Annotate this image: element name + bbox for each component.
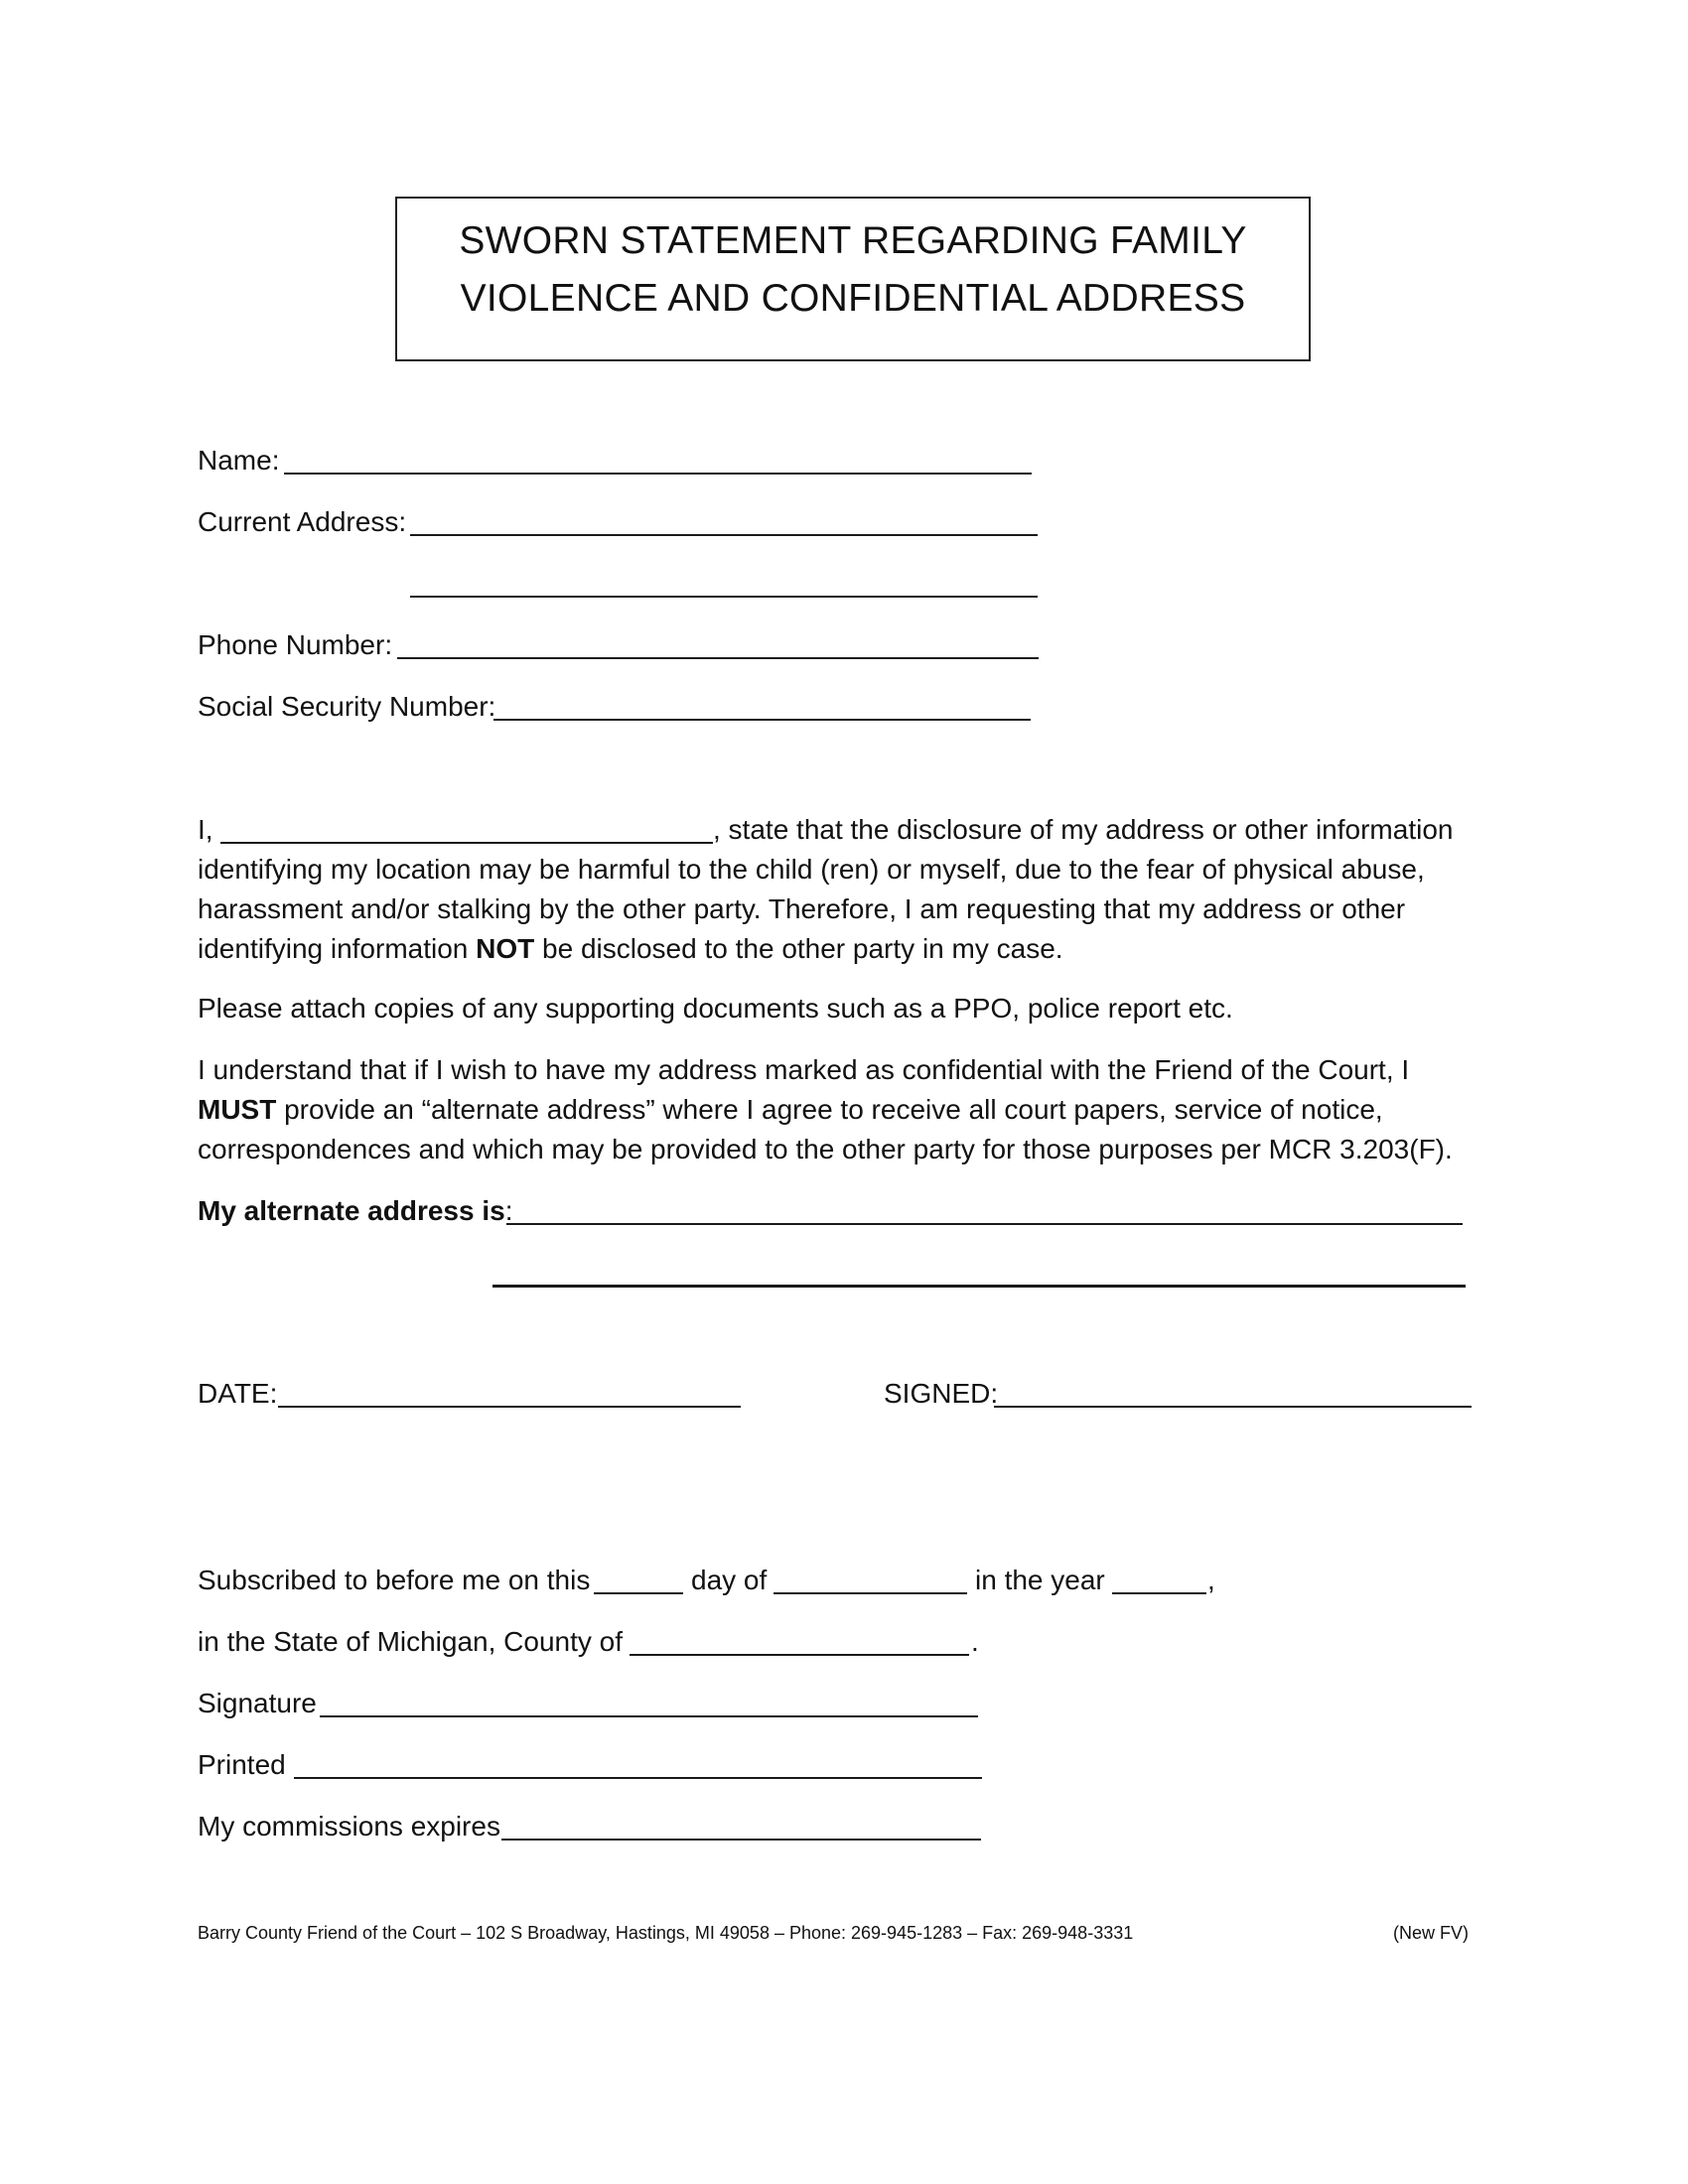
- ssn-field[interactable]: [493, 719, 1031, 721]
- notary-commission-label: My commissions expires: [198, 1811, 500, 1842]
- current-address-field-line-1[interactable]: [410, 534, 1038, 536]
- form-title-line-2: VIOLENCE AND CONFIDENTIAL ADDRESS: [460, 277, 1246, 320]
- declarant-name-field[interactable]: [220, 842, 713, 844]
- alternate-address-label-bold: My alternate address is: [198, 1195, 505, 1226]
- form-title-line-1: SWORN STATEMENT REGARDING FAMILY: [459, 219, 1247, 262]
- statement-line-3: harassment and/or stalking by the other party. Therefore, I am requesting that my address or other: [198, 893, 1406, 924]
- notary-county-field[interactable]: [630, 1654, 969, 1656]
- notary-signature-field[interactable]: [320, 1715, 978, 1717]
- signed-label: SIGNED:: [884, 1378, 999, 1409]
- understand-line-1: I understand that if I wish to have my address marked as confidential with the Friend of the Court, I: [198, 1054, 1410, 1085]
- notary-commission-field[interactable]: [501, 1839, 981, 1841]
- notary-comma: ,: [1207, 1565, 1215, 1595]
- understand-line-2: [198, 1090, 1488, 1130]
- current-address-label: Current Address:: [198, 506, 407, 537]
- notary-printed-field[interactable]: [294, 1777, 982, 1779]
- statement-line-2: identifying my location may be harmful to the child (ren) or myself, due to the fear of physical abuse,: [198, 854, 1425, 885]
- phone-number-field[interactable]: [397, 657, 1039, 659]
- notary-period: .: [971, 1626, 979, 1657]
- phone-number-label: Phone Number:: [198, 629, 393, 660]
- notary-month-field[interactable]: [774, 1592, 967, 1594]
- statement-line-4: [198, 929, 1488, 969]
- form-title-box: [395, 197, 1311, 361]
- notary-printed-label: Printed: [198, 1749, 286, 1780]
- name-field[interactable]: [284, 473, 1032, 475]
- statement-paragraph: [198, 850, 1488, 969]
- current-address-field-line-2[interactable]: [410, 596, 1038, 598]
- attach-note: Please attach copies of any supporting documents such as a PPO, police report etc.: [198, 993, 1233, 1024]
- date-label: DATE:: [198, 1378, 278, 1409]
- notary-day-field[interactable]: [594, 1592, 683, 1594]
- statement-line-4-b: be disclosed to the other party in my case.: [534, 933, 1063, 964]
- statement-not-emphasis: NOT: [476, 933, 535, 964]
- name-label: Name:: [198, 445, 280, 476]
- statement-line-1: , state that the disclosure of my address or other information: [713, 814, 1454, 845]
- alternate-address-colon: :: [504, 1195, 513, 1226]
- footer-contact-info: Barry County Friend of the Court – 102 S Broadway, Hastings, MI 49058 – Phone: 269-945-1283 – Fax: 269-948-3331: [198, 1923, 1134, 1943]
- understand-paragraph: [198, 1050, 1488, 1169]
- understand-must-emphasis: MUST: [198, 1094, 277, 1125]
- alternate-address-field-line-1[interactable]: [506, 1223, 1463, 1225]
- alternate-address-field-line-2[interactable]: [492, 1285, 1466, 1288]
- notary-day-of-text: day of: [691, 1565, 768, 1595]
- alternate-address-label: [198, 1191, 512, 1231]
- understand-line-2-rest: provide an “alternate address” where I agree to receive all court papers, service of notice,: [276, 1094, 1383, 1125]
- notary-year-text: in the year: [975, 1565, 1105, 1595]
- footer-form-code: (New FV): [1393, 1923, 1469, 1943]
- understand-line-3: correspondences and which may be provided to the other party for those purposes per MCR 3.203(F).: [198, 1134, 1453, 1164]
- date-field[interactable]: [278, 1406, 741, 1408]
- statement-i: I,: [198, 814, 213, 845]
- notary-year-field[interactable]: [1112, 1592, 1206, 1594]
- ssn-label: Social Security Number:: [198, 691, 496, 722]
- statement-line-4-a: identifying information: [198, 933, 477, 964]
- notary-state-county-text: in the State of Michigan, County of: [198, 1626, 624, 1657]
- notary-subscribed-text: Subscribed to before me on this: [198, 1565, 591, 1595]
- signed-field[interactable]: [994, 1406, 1472, 1408]
- notary-signature-label: Signature: [198, 1688, 317, 1718]
